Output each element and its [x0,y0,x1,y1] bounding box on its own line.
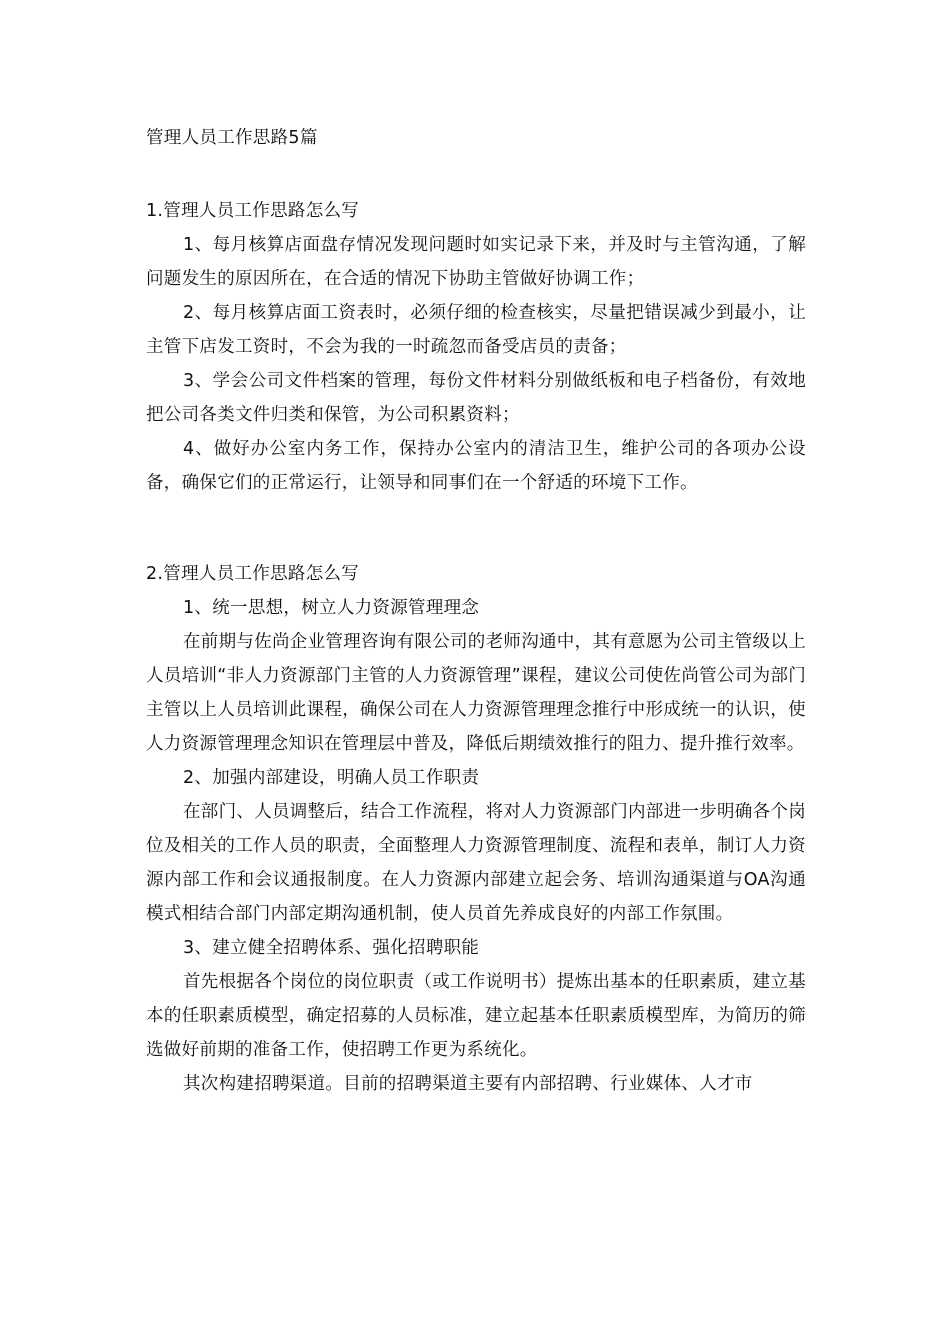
document-title: 管理人员工作思路5篇 [146,128,318,148]
section-heading: 2.管理人员工作思路怎么写 [146,564,360,584]
paragraph: 其次构建招聘渠道。目前的招聘渠道主要有内部招聘、行业媒体、人才市 [183,1074,753,1094]
section-heading: 1.管理人员工作思路怎么写 [146,201,360,221]
paragraph: 1、每月核算店面盘存情况发现问题时如实记录下来，并及时与主管沟通，了解问题发生的原因所在，在合适的情况下协助主管做好协调工作； [146,235,806,289]
section-2 [146,557,806,1101]
paragraph: 4、做好办公室内务工作，保持办公室内的清洁卫生，维护公司的各项办公设备，确保它们的正常运行，让领导和同事们在一个舒适的环境下工作。 [146,439,806,493]
paragraph: 3、学会公司文件档案的管理，每份文件材料分别做纸板和电子档备份，有效地把公司各类文件归类和保管，为公司积累资料； [146,371,806,425]
subsection-heading: 1、统一思想，树立人力资源管理理念 [183,598,480,618]
section-1 [146,194,806,500]
paragraph: 在前期与佐尚企业管理咨询有限公司的老师沟通中，其有意愿为公司主管级以上人员培训“非人力资源部门主管的人力资源管理”课程，建议公司使佐尚管公司为部门主管以上人员培训此课程，确保公司在人力资源管理理念推行中形成统一的认识，使人力资源管理理念知识在管理层中普及，降低后期绩效推行的阻力、提升推行效率。 [146,632,806,754]
paragraph: 2、每月核算店面工资表时，必须仔细的检查核实，尽量把错误减少到最小，让主管下店发工资时，不会为我的一时疏忽而备受店员的责备； [146,303,806,357]
subsection-heading: 3、建立健全招聘体系、强化招聘职能 [183,938,480,958]
subsection-heading: 2、加强内部建设，明确人员工作职责 [183,768,480,788]
paragraph: 首先根据各个岗位的岗位职责（或工作说明书）提炼出基本的任职素质，建立基本的任职素质模型，确定招募的人员标准，建立起基本任职素质模型库，为简历的筛选做好前期的准备工作，使招聘工作更为系统化。 [146,972,806,1060]
paragraph: 在部门、人员调整后，结合工作流程，将对人力资源部门内部进一步明确各个岗位及相关的工作人员的职责，全面整理人力资源管理制度、流程和表单，制订人力资源内部工作和会议通报制度。在人力资源内部建立起会务、培训沟通渠道与OA沟通模式相结合部门内部定期沟通机制，使人员首先养成良好的内部工作氛围。 [146,802,806,924]
